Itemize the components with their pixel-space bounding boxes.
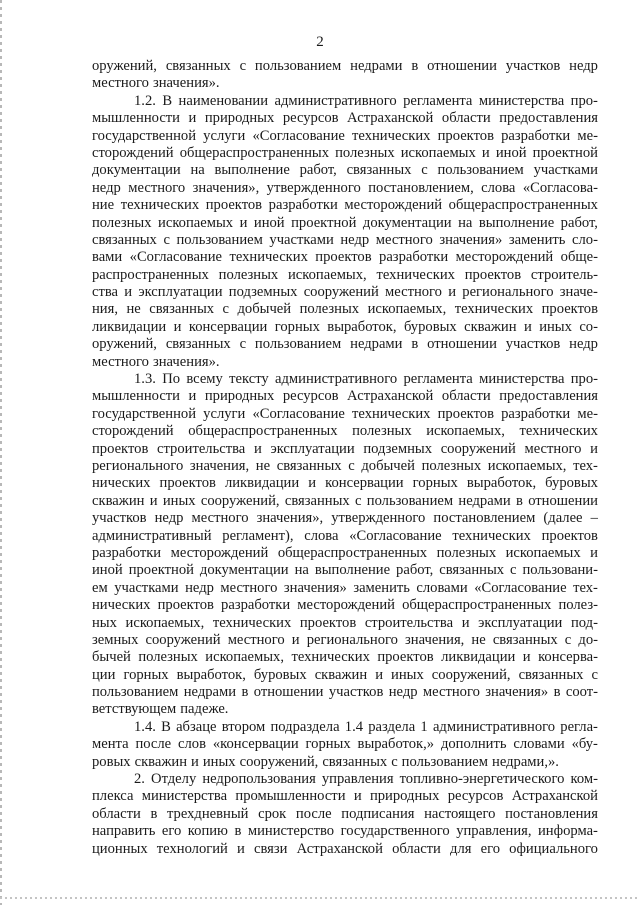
text-line: 1.2. В наименовании административного регламента министерства про- [134,92,598,109]
text-line: оружений, связанных с пользованием недрами в отношении участков недр [92,58,598,74]
text-line: разработки месторождений общераспространенных полезных ископаемых и [92,544,598,561]
text-line: ции горных выработок, буровых скважин и иных сооружений, связанных с [92,666,598,683]
text-line: участков недр местного значения», утвержденного постановлением (далее – [92,510,598,527]
text-line: недр местного значения», утвержденного постановлением, слова «Согласова- [92,179,598,196]
text-line: 1.4. В абзаце втором подраздела 1.4 раздела 1 административного регла- [134,718,598,735]
text-line: нических проектов разработки месторождений общераспространенных полез- [92,597,598,614]
text-line: вами «Согласование технических проектов разработки месторождений обще- [92,249,598,266]
text-line: государственной услуги «Согласование технических проектов разработки ме- [92,127,598,144]
text-line: земных сооружений местного и регионального значения, не связанных с до- [92,631,598,648]
text-line: сторождений общераспространенных полезных ископаемых и иной проектной [92,144,598,161]
text-line: документации на выполнение работ, связанных с пользованием участками [92,162,598,179]
text-line: ных ископаемых, технических проектов строительства и эксплуатации под- [92,614,598,631]
page-number: 2 [316,34,324,50]
text-line: нических проектов ликвидации и консервации горных выработок, буровых [92,475,598,492]
text-line: бычей полезных ископаемых, технических проектов ликвидации и консерва- [92,649,598,666]
text-line: ветствующем падеже. [92,701,229,718]
text-line: скважин и иных сооружений, связанных с пользованием недрами в отношении [92,492,598,509]
text-line: государственной услуги «Согласование технических проектов разработки ме- [92,405,598,422]
text-line: ликвидации и консервации горных выработок, буровых скважин и иных со- [92,318,598,335]
text-line: области в трехдневный срок после подписания настоящего постановления [92,805,598,822]
text-line: ние технических проектов разработки месторождений общераспространенных [92,197,598,214]
text-line: регионального значения, не связанных с добычей полезных ископаемых, тех- [92,457,598,474]
scan-edge-bottom [0,897,640,899]
text-line: оружений, связанных с пользованием недрами в отношении участков недр [92,336,598,353]
text-line: иной проектной документации на выполнение работ, связанных с пользовани- [92,562,598,579]
text-line: сторождений общераспространенных полезных ископаемых, технических [92,423,598,440]
text-line: местного значения». [92,75,220,92]
text-line: 1.3. По всему тексту административного регламента министерства про- [134,371,598,388]
text-line: распространенных полезных ископаемых, технических проектов строитель- [92,266,598,283]
text-line: 2. Отделу недропользования управления топливно-энергетического ком- [134,771,598,788]
scan-edge-left [0,0,2,905]
text-line: связанных с пользованием участками недр местного значения» заменить сло- [92,231,598,248]
document-body [92,58,598,858]
text-line: проектов строительства и эксплуатации подземных сооружений местного и [92,440,598,457]
text-line: ровых скважин и иных сооружений, связанных с пользованием недрами,». [92,753,559,770]
text-line: мента после слов «консервации горных выработок,» дополнить словами «бу- [92,736,598,753]
text-line: мышленности и природных ресурсов Астраханской области предоставления [92,388,598,405]
text-line: ем участками недр местного значения» заменить словами «Согласование тех- [92,579,598,596]
text-line: ния, не связанных с добычей полезных ископаемых, технических проектов [92,301,598,318]
text-line: направить его копию в министерство государственного управления, информа- [92,823,598,840]
text-line: местного значения». [92,353,220,370]
text-line: ства и эксплуатации подземных сооружений местного и регионального значе- [92,284,598,301]
text-line: административный регламент), слова «Согласование технических проектов [92,527,598,544]
text-line: пользованием недрами в отношении участков недр местного значения» в соот- [92,684,598,701]
text-line: плекса министерства промышленности и природных ресурсов Астраханской [92,788,598,805]
text-line: ционных технологий и связи Астраханской области для его официального [92,840,598,857]
text-line: полезных ископаемых и иной проектной документации на выполнение работ, [92,214,598,231]
text-line: мышленности и природных ресурсов Астраханской области предоставления [92,110,598,127]
